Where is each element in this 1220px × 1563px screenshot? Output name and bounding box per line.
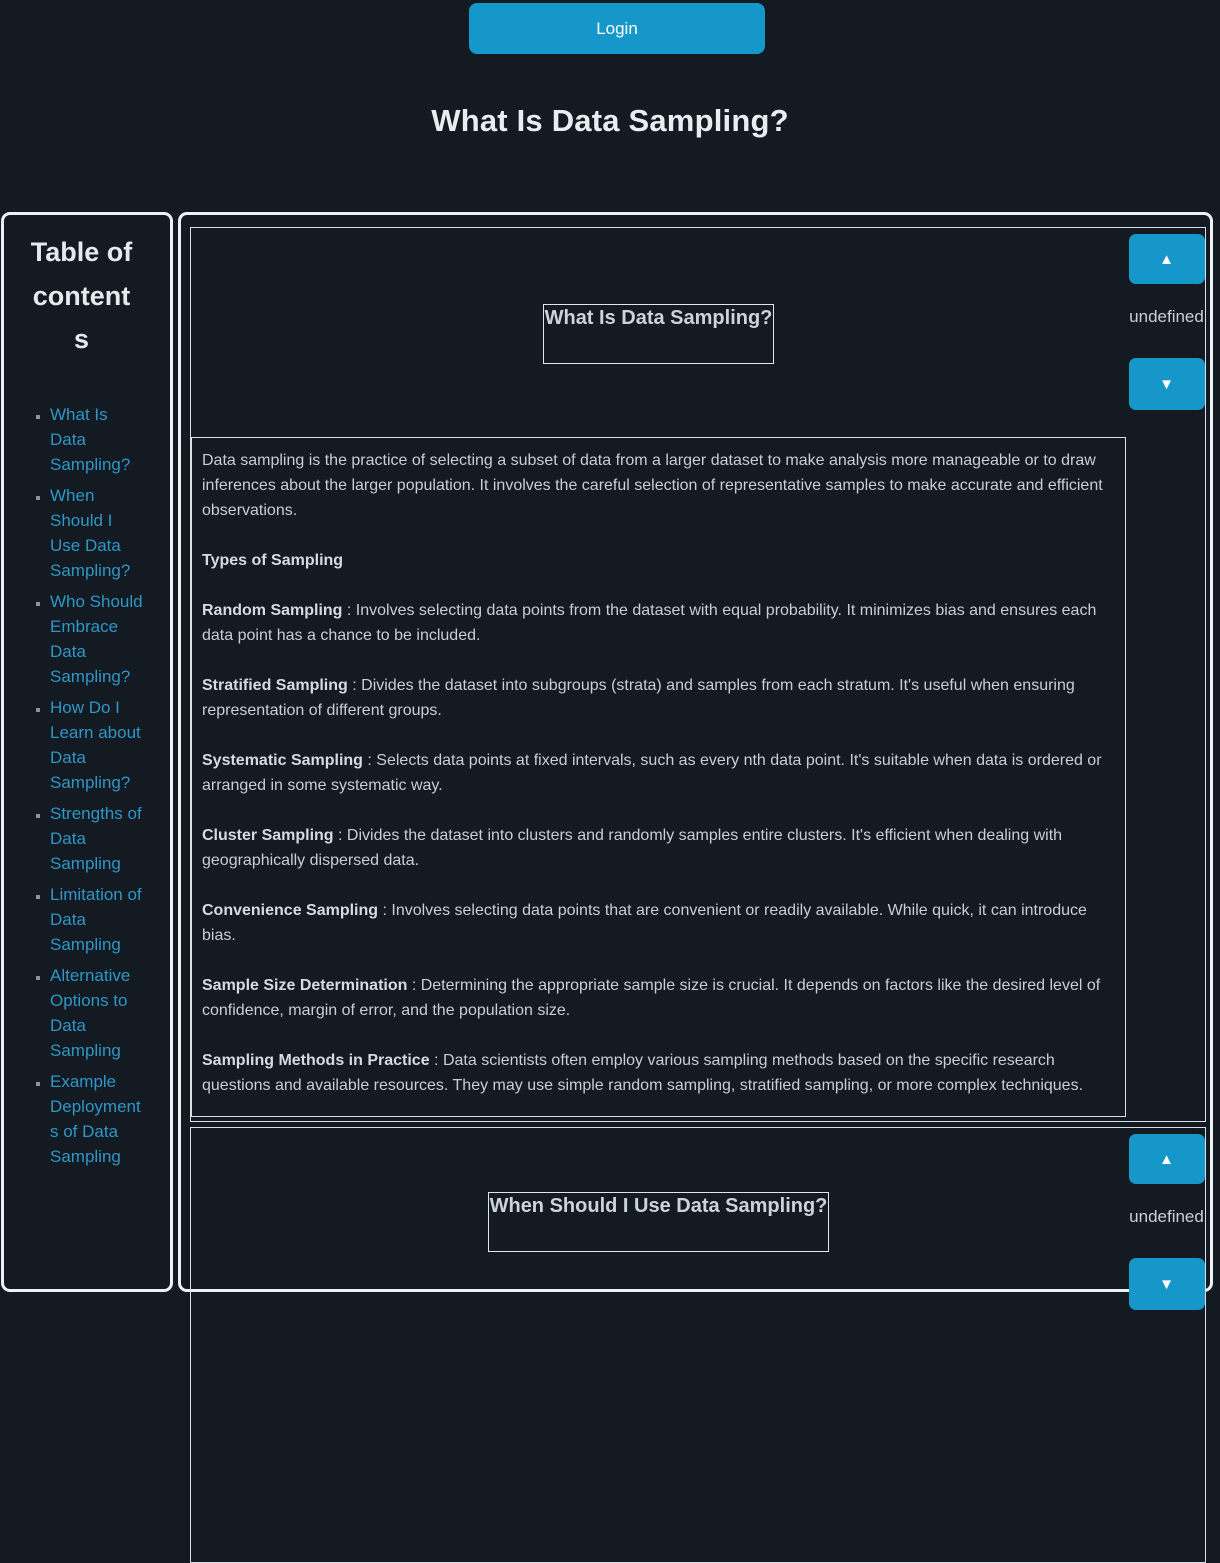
scroll-up-button[interactable] xyxy=(1129,234,1205,284)
toc-item xyxy=(50,882,145,957)
paragraph-term: Random Sampling xyxy=(202,602,343,619)
toc-sidebar xyxy=(1,212,173,1292)
paragraph-text: : Data scientists often employ various sampling methods based on the specific research questions and available resources. They may use simple random sampling, stratified sampling, or more complex techniques. xyxy=(202,1052,1084,1094)
down-arrow-icon: ▼ xyxy=(1159,375,1174,393)
toc-link-when-should-i-use[interactable]: When Should I Use Data Sampling? xyxy=(50,486,131,581)
section-body xyxy=(191,437,1126,1117)
scroll-down-button[interactable] xyxy=(1129,358,1205,410)
main-layout xyxy=(1,212,1213,1292)
section-nav-controls xyxy=(1128,234,1205,410)
section-nav-label: undefined xyxy=(1129,307,1204,326)
paragraph-text: : Divides the dataset into clusters and randomly samples entire clusters. It's efficient when dealing with geographically dispersed data. xyxy=(202,827,1063,869)
paragraph-text: : Involves selecting data points from the dataset with equal probability. It minimizes bias and ensures each data point has a chance to be included. xyxy=(202,602,1097,644)
paragraph-term: Sample Size Determination xyxy=(202,977,408,994)
scroll-up-button[interactable] xyxy=(1129,1134,1205,1184)
paragraph xyxy=(202,598,1115,648)
page-title: What Is Data Sampling? xyxy=(431,103,789,138)
section-title: When Should I Use Data Sampling? xyxy=(488,1192,830,1252)
toc-item xyxy=(50,1069,145,1169)
toc-list xyxy=(18,402,145,1169)
section-when-should-i-use-data-sampling xyxy=(190,1127,1206,1563)
toc-link-alternative-options[interactable]: Alternative Options to Data Sampling xyxy=(50,966,131,1061)
paragraph-text: Data sampling is the practice of selecting a subset of data from a larger dataset to make analysis more manageable or to draw inferences about the larger population. It involves the careful selection of representative samples to make accurate and efficient observations. xyxy=(202,452,1103,519)
toc-item xyxy=(50,589,145,689)
section-what-is-data-sampling xyxy=(190,227,1206,1122)
paragraph-term: Sampling Methods in Practice xyxy=(202,1052,430,1069)
paragraph-text: : Determining the appropriate sample size is crucial. It depends on factors like the desired level of confidence, margin of error, and the population size. xyxy=(202,977,1101,1019)
toc-item xyxy=(50,695,145,795)
paragraph-term: Cluster Sampling xyxy=(202,827,334,844)
toc-link-how-do-i-learn[interactable]: How Do I Learn about Data Sampling? xyxy=(50,698,141,793)
toc-link-strengths[interactable]: Strengths of Data Sampling xyxy=(50,804,142,874)
paragraph xyxy=(202,823,1115,873)
scroll-down-button[interactable] xyxy=(1129,1258,1205,1310)
paragraph xyxy=(202,973,1115,1023)
content-panel xyxy=(178,212,1213,1292)
section-title-row xyxy=(191,1192,1126,1252)
up-arrow-icon: ▲ xyxy=(1159,1150,1174,1168)
toc-item xyxy=(50,801,145,876)
paragraph xyxy=(202,448,1115,523)
toc-link-limitation[interactable]: Limitation of Data Sampling xyxy=(50,885,142,955)
section-nav-label: undefined xyxy=(1129,1207,1204,1226)
toc-link-what-is-data-sampling[interactable]: What Is Data Sampling? xyxy=(50,405,131,475)
paragraph xyxy=(202,673,1115,723)
paragraph-text: : Selects data points at fixed intervals, such as every nth data point. It's suitable when data is ordered or arranged in some systematic way. xyxy=(202,752,1102,794)
toc-title: Table of contents xyxy=(30,237,133,355)
paragraph-text: : Divides the dataset into subgroups (strata) and samples from each stratum. It's useful when ensuring representation of different groups. xyxy=(202,677,1075,719)
paragraph xyxy=(202,748,1115,798)
toc-item xyxy=(50,483,145,583)
paragraph-term: Types of Sampling xyxy=(202,552,344,569)
toc-item xyxy=(50,402,145,477)
paragraph-term: Systematic Sampling xyxy=(202,752,363,769)
header xyxy=(0,3,1220,139)
paragraph-term: Convenience Sampling xyxy=(202,902,379,919)
up-arrow-icon: ▲ xyxy=(1159,250,1174,268)
down-arrow-icon: ▼ xyxy=(1159,1275,1174,1293)
toc-link-example-deployments[interactable]: Example Deployments of Data Sampling xyxy=(50,1072,141,1167)
section-title-row xyxy=(191,304,1126,364)
paragraph xyxy=(202,1048,1115,1098)
paragraph xyxy=(202,548,1115,573)
paragraph-term: Stratified Sampling xyxy=(202,677,348,694)
section-title: What Is Data Sampling? xyxy=(543,304,775,364)
login-button[interactable]: Login xyxy=(469,3,765,54)
toc-item xyxy=(50,963,145,1063)
section-nav-controls xyxy=(1128,1134,1205,1310)
paragraph xyxy=(202,898,1115,948)
toc-link-who-should-embrace[interactable]: Who Should Embrace Data Sampling? xyxy=(50,592,143,687)
paragraph-text: : Involves selecting data points that are convenient or readily available. While quick, it can introduce bias. xyxy=(202,902,1087,944)
